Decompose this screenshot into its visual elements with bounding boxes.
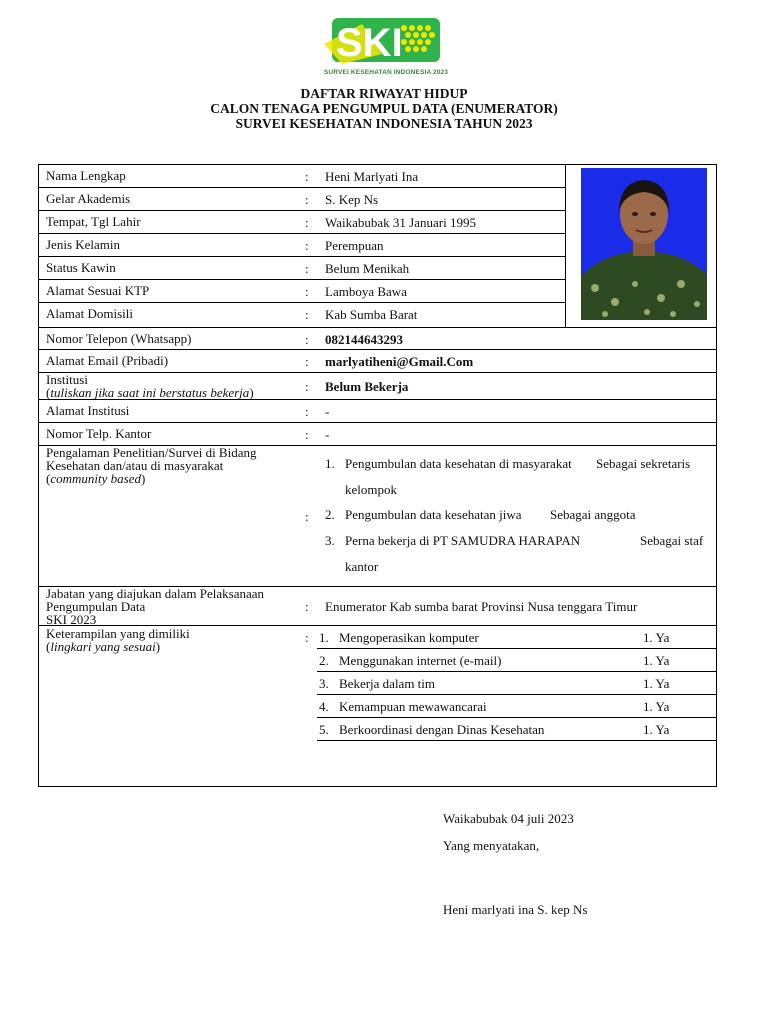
experience-item xyxy=(325,456,572,472)
row-gelar xyxy=(39,188,565,211)
signature-place-date: Waikabubak 04 juli 2023 xyxy=(443,811,574,826)
label-pengalaman-line-3-wrap: (community based) xyxy=(46,471,146,486)
title-line-1: DAFTAR RIWAYAT HIDUP xyxy=(300,86,468,101)
row-telepon xyxy=(39,327,716,350)
value-institusi: Belum Bekerja xyxy=(325,379,409,394)
colon: : xyxy=(305,509,309,524)
colon: : xyxy=(305,238,309,253)
biodata-form xyxy=(38,164,717,787)
experience-item xyxy=(325,507,522,523)
row-jabatan xyxy=(39,587,716,626)
skill-answer: 1. Ya xyxy=(643,653,670,668)
title-line-3: SURVEI KESEHATAN INDONESIA TAHUN 2023 xyxy=(235,116,533,131)
label-jenis-kelamin: Jenis Kelamin xyxy=(46,237,121,252)
label-alamat-domisili: Alamat Domisili xyxy=(46,306,134,321)
skill-answer: 1. Ya xyxy=(643,699,670,714)
label-email: Alamat Email (Pribadi) xyxy=(46,353,169,368)
row-institusi xyxy=(39,373,716,400)
colon: : xyxy=(305,404,309,419)
label-jabatan xyxy=(46,587,264,626)
skill-text: Kemampuan mewawancarai xyxy=(339,699,487,714)
person-photo-icon xyxy=(581,168,707,320)
label-telepon: Nomor Telepon (Whatsapp) xyxy=(46,331,192,346)
value-jenis-kelamin: Perempuan xyxy=(325,238,384,253)
row-pengalaman xyxy=(39,446,716,587)
experience-text: Perna bekerja di PT SAMUDRA HARAPAN xyxy=(345,533,581,548)
label-pengalaman xyxy=(46,446,257,485)
experience-role: Sebagai anggota xyxy=(550,507,636,522)
experience-role: Sebagai staf xyxy=(640,533,704,548)
colon: : xyxy=(305,192,309,207)
label-pengalaman-line-3: community based xyxy=(50,471,141,486)
skill-text: Mengoperasikan komputer xyxy=(339,630,479,645)
skill-answer: 1. Ya xyxy=(643,722,670,737)
experience-role: Sebagai sekretaris xyxy=(596,456,691,471)
colon: : xyxy=(305,427,309,442)
photo-column-divider xyxy=(565,165,566,328)
label-institusi-note-wrap: (tuliskan jika saat ini berstatus bekerja) xyxy=(46,385,254,400)
colon: : xyxy=(305,169,309,184)
experience-text: Pengumbulan data kesehatan jiwa xyxy=(345,507,522,522)
svg-text:SKI: SKI xyxy=(336,21,403,65)
value-alamat-institusi: - xyxy=(325,404,330,419)
label-jabatan-line-2: Pengumpulan Data xyxy=(46,599,146,614)
colon: : xyxy=(305,599,309,614)
row-status-kawin xyxy=(39,257,565,280)
colon: : xyxy=(305,630,309,645)
row-alamat-institusi xyxy=(39,400,716,423)
label-nama: Nama Lengkap xyxy=(46,168,126,183)
ski-logo-mark xyxy=(322,14,450,68)
label-institusi-note: tuliskan jika saat ini berstatus bekerja xyxy=(50,385,250,400)
value-alamat-ktp: Lamboya Bawa xyxy=(325,284,407,299)
label-pengalaman-line-1: Pengalaman Penelitian/Survei di Bidang xyxy=(46,445,257,460)
skill-number: 4. xyxy=(319,699,329,714)
value-jabatan: Enumerator Kab sumba barat Provinsi Nusa tenggara Timur xyxy=(325,599,638,614)
colon: : xyxy=(305,215,309,230)
profile-photo xyxy=(581,168,707,320)
ski-logo xyxy=(322,14,450,80)
skill-divider xyxy=(317,740,717,741)
label-jabatan-line-1: Jabatan yang diajukan dalam Pelaksanaan xyxy=(46,586,265,601)
skill-item xyxy=(319,676,435,692)
skill-divider xyxy=(317,717,717,718)
experience-text: Pengumbulan data kesehatan di masyarakat xyxy=(345,456,572,471)
label-keterampilan-line-2-wrap: (lingkari yang sesuai) xyxy=(46,639,161,654)
signature-statement: Yang menyatakan, xyxy=(443,838,540,853)
row-nama xyxy=(39,165,565,188)
skill-divider xyxy=(317,671,717,672)
skill-divider xyxy=(317,648,717,649)
skill-text: Berkoordinasi dengan Dinas Kesehatan xyxy=(339,722,545,737)
label-alamat-institusi: Alamat Institusi xyxy=(46,403,130,418)
label-pengalaman-line-2: Kesehatan dan/atau di masyarakat xyxy=(46,458,224,473)
colon: : xyxy=(305,332,309,347)
experience-continuation: kelompok xyxy=(345,482,397,497)
experience-continuation: kantor xyxy=(345,559,379,574)
colon: : xyxy=(305,354,309,369)
value-telepon: 082144643293 xyxy=(325,332,403,347)
row-ttl xyxy=(39,211,565,234)
row-alamat-domisili xyxy=(39,303,565,328)
skill-number: 5. xyxy=(319,722,329,737)
label-telp-kantor: Nomor Telp. Kantor xyxy=(46,426,152,441)
value-telp-kantor: - xyxy=(325,427,330,442)
experience-number: 1. xyxy=(325,456,335,471)
row-email xyxy=(39,350,716,373)
label-keterampilan-line-2: lingkari yang sesuai xyxy=(50,639,156,654)
logo-tagline: SURVEI KESEHATAN INDONESIA 2023 xyxy=(323,69,449,76)
skill-item xyxy=(319,653,501,669)
label-institusi xyxy=(46,373,254,399)
row-jenis-kelamin xyxy=(39,234,565,257)
skill-text: Menggunakan internet (e-mail) xyxy=(339,653,502,668)
skill-item xyxy=(319,722,544,738)
label-ttl: Tempat, Tgl Lahir xyxy=(46,214,141,229)
colon: : xyxy=(305,261,309,276)
skill-text: Bekerja dalam tim xyxy=(339,676,436,691)
skill-number: 3. xyxy=(319,676,329,691)
row-telp-kantor xyxy=(39,423,716,446)
value-gelar: S. Kep Ns xyxy=(325,192,379,207)
label-institusi-text: Institusi xyxy=(46,372,88,387)
skill-number: 1. xyxy=(319,630,329,645)
colon: : xyxy=(305,379,309,394)
colon: : xyxy=(305,284,309,299)
label-alamat-ktp: Alamat Sesuai KTP xyxy=(46,283,150,298)
skill-divider xyxy=(317,694,717,695)
value-ttl: Waikabubak 31 Januari 1995 xyxy=(325,215,476,230)
skill-item xyxy=(319,699,487,715)
colon: : xyxy=(305,307,309,322)
skill-answer: 1. Ya xyxy=(643,630,670,645)
experience-item xyxy=(325,533,580,549)
skill-answer: 1. Ya xyxy=(643,676,670,691)
label-jabatan-line-3: SKI 2023 xyxy=(46,612,97,627)
row-alamat-ktp xyxy=(39,280,565,303)
label-gelar: Gelar Akademis xyxy=(46,191,131,206)
skill-item xyxy=(319,630,479,646)
label-keterampilan-line-1: Keterampilan yang dimiliki xyxy=(46,626,190,641)
label-keterampilan xyxy=(46,627,190,653)
document-title xyxy=(0,86,768,131)
label-status-kawin: Status Kawin xyxy=(46,260,116,275)
value-nama: Heni Marlyati Ina xyxy=(325,169,419,184)
experience-number: 3. xyxy=(325,533,335,548)
title-line-2: CALON TENAGA PENGUMPUL DATA (ENUMERATOR) xyxy=(210,101,558,116)
skill-number: 2. xyxy=(319,653,329,668)
signature-name: Heni marlyati ina S. kep Ns xyxy=(443,902,588,917)
row-keterampilan xyxy=(39,626,716,786)
value-status-kawin: Belum Menikah xyxy=(325,261,410,276)
value-email: marlyatiheni@Gmail.Com xyxy=(325,354,474,369)
value-alamat-domisili: Kab Sumba Barat xyxy=(325,307,418,322)
experience-number: 2. xyxy=(325,507,335,522)
